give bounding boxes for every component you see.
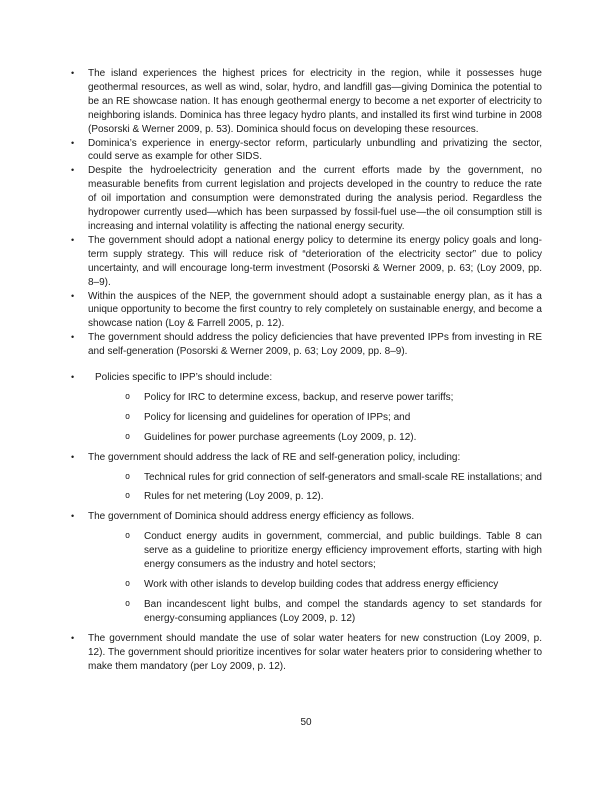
bullet-item bbox=[70, 331, 542, 359]
bullet-icon: • bbox=[71, 332, 75, 343]
bullet-item bbox=[70, 451, 542, 465]
bullet-item bbox=[70, 67, 542, 137]
bullet-icon: • bbox=[71, 511, 75, 522]
page-footer bbox=[0, 716, 612, 730]
bullet-icon: • bbox=[71, 165, 75, 176]
bullet-icon: • bbox=[71, 68, 75, 78]
sub-bullet-item bbox=[70, 411, 542, 425]
bullet-item bbox=[70, 234, 542, 290]
bullet-text: The island experiences the highest prices for electricity in the region, while it possesses huge geothermal resources, as well as wind, solar, hydro, and landfill gas—giving Dominica the potential to be an RE showcase nation. It has enough geothermal energy to become a net exporter of electricity to neighboring islands. Dominica has three legacy hydro plants, and installed its first wind turbine in 2008 (Posorski & Werner 2009, p. 53). Dominica should focus on developing these resources. bbox=[88, 68, 542, 135]
circle-bullet-icon: o bbox=[125, 598, 131, 609]
bullet-item bbox=[70, 632, 542, 674]
bullet-icon: • bbox=[71, 137, 75, 148]
bullet-icon: • bbox=[71, 451, 75, 462]
bullet-text: The government should address the policy deficiencies that have prevented IPPs from investing in RE and self-generation (Posorski & Werner 2009, p. 63; Loy 2009, pp. 8–9). bbox=[88, 332, 542, 358]
bullet-item bbox=[70, 510, 542, 524]
bullet-item bbox=[70, 371, 542, 385]
circle-bullet-icon: o bbox=[125, 491, 131, 502]
sub-bullet-item bbox=[70, 578, 542, 592]
sub-bullet-item bbox=[70, 391, 542, 405]
bullet-text: Within the auspices of the NEP, the government should adopt a sustainable energy plan, as it has a unique opportunity to become the first country to rely completely on sustainable energy, and become a showcase nation (Loy & Farrell 2005, p. 12). bbox=[88, 290, 542, 330]
bullet-text: Policy for licensing and guidelines for operation of IPPs; and bbox=[144, 411, 411, 423]
circle-bullet-icon: o bbox=[125, 579, 131, 589]
sub-bullet-item bbox=[70, 598, 542, 626]
bullet-text: Technical rules for grid connection of self-generators and small-scale RE installations; and bbox=[144, 471, 542, 483]
bullet-icon: • bbox=[71, 632, 75, 643]
bullet-text: Guidelines for power purchase agreements (Loy 2009, p. 12). bbox=[144, 431, 417, 443]
bullet-item bbox=[70, 290, 542, 332]
circle-bullet-icon: o bbox=[125, 531, 131, 542]
bullet-text: Policies specific to IPP’s should include: bbox=[95, 372, 273, 384]
sub-bullet-item bbox=[70, 490, 542, 504]
bullet-text: Dominica’s experience in energy-sector reform, particularly unbundling and privatizing the sector, could serve as example for other SIDS. bbox=[88, 137, 542, 163]
bullet-text: Work with other islands to develop building codes that address energy efficiency bbox=[144, 579, 499, 590]
bullet-icon: • bbox=[71, 372, 75, 383]
sub-bullet-item bbox=[70, 530, 542, 572]
bullet-text: The government should address the lack of RE and self-generation policy, including: bbox=[88, 451, 461, 463]
bullet-icon: • bbox=[71, 234, 75, 245]
bullet-item bbox=[70, 137, 542, 165]
sub-bullet-item bbox=[70, 471, 542, 485]
bullet-item bbox=[70, 164, 542, 234]
bullet-text: The government of Dominica should address energy efficiency as follows. bbox=[88, 511, 415, 523]
circle-bullet-icon: o bbox=[125, 411, 131, 422]
bullet-icon: • bbox=[71, 290, 75, 301]
circle-bullet-icon: o bbox=[125, 431, 131, 442]
bullet-text: Despite the hydroelectricity generation and the current efforts made by the government, no measurable benefits from current legislation and projects developed in the country to reduce the rate of oil importation and consumption were demonstrated during the analysis period. Regardless the hydropower currently used—which has been surpassed by fossil-fuel use—the oil consumption still is increasing and internal volatility is affecting the national energy security. bbox=[88, 165, 542, 232]
bullet-text: The government should adopt a national energy policy to determine its energy policy goals and long-term supply strategy. This will reduce risk of “deterioration of the electricity sector” due to policy uncertainty, and will encourage long-term investment (Posorski & Werner 2009, p. 63; (Loy 2009, pp. 8–9). bbox=[88, 234, 542, 288]
bullet-list bbox=[70, 67, 542, 673]
circle-bullet-icon: o bbox=[125, 391, 131, 402]
bullet-text: Ban incandescent light bulbs, and compel the standards agency to set standards for energy-consuming appliances (Loy 2009, p. 12) bbox=[144, 598, 542, 624]
bullet-text: Rules for net metering (Loy 2009, p. 12). bbox=[144, 491, 324, 503]
bullet-text: Policy for IRC to determine excess, backup, and reserve power tariffs; bbox=[144, 391, 454, 403]
bullet-text: The government should mandate the use of solar water heaters for new construction (Loy 2009, p. 12). The government should prioritize incentives for solar water heaters prior to considering whether to make them mandatory (per Loy 2009, p. 12). bbox=[88, 632, 542, 672]
sub-bullet-item bbox=[70, 431, 542, 445]
bullet-text: Conduct energy audits in government, commercial, and public buildings. Table 8 can serve as a guideline to prioritize energy efficiency improvement efforts, starting with high energy consumers as the industry and hotel sectors; bbox=[144, 531, 542, 571]
page-number: 50 bbox=[300, 717, 312, 728]
circle-bullet-icon: o bbox=[125, 471, 131, 482]
